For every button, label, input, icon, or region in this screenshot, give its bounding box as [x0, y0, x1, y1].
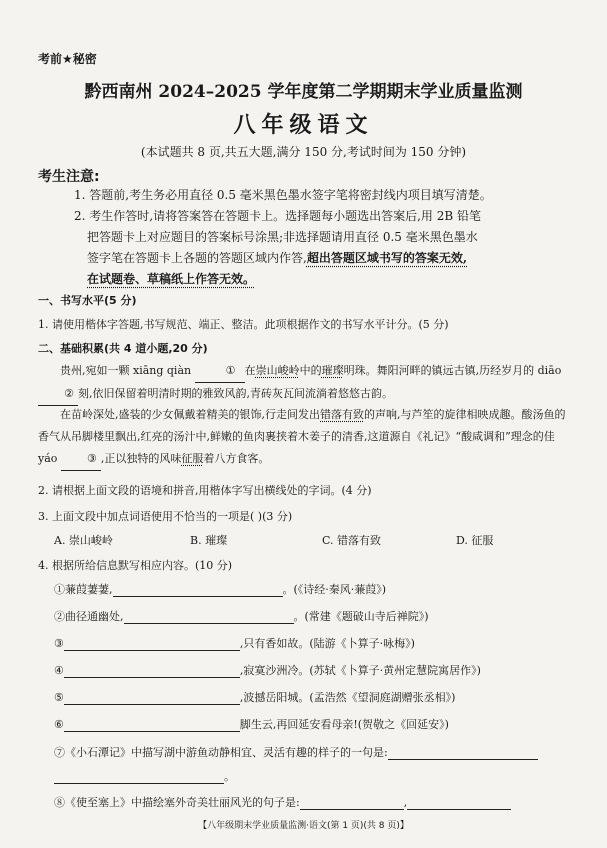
recite-text: ⑤ — [54, 691, 64, 704]
recite-text: ③ — [54, 637, 64, 650]
passage-text: 贵州,宛如一颗 xiāng qiàn — [60, 364, 195, 377]
recite-source: ,波撼岳阳城。(孟浩然《望洞庭湖赠张丞相》) — [239, 691, 456, 704]
notice-title: 考生注意: — [38, 169, 100, 185]
passage-text: 刻,依旧保留着明清时期的雅致风韵,青砖灰瓦间流淌着悠悠古韵。 — [78, 387, 393, 400]
answer-line[interactable] — [64, 692, 240, 705]
notice-item-1: 1. 答题前,考生务必用直径 0.5 毫米黑色墨水签字笔将密封线内项目填写清楚。 — [74, 188, 492, 202]
recite-source: 。(《诗经·秦风·蒹葭》) — [282, 583, 387, 596]
subject-title: 八年级语文 — [233, 113, 374, 138]
passage-text: 映成趣。酸汤鱼的香气从吊脚楼里飘出,红亮的汤汁中,鲜嫩的鱼肉裹挟着木姜子的清香,这道 — [38, 408, 566, 443]
option-c[interactable]: C. 错落有致 — [322, 534, 382, 547]
notice-item-2-cont2 — [74, 248, 559, 269]
section-1-title: 一、书写水平(5 分) — [38, 294, 137, 307]
answer-line[interactable] — [113, 584, 283, 597]
blank-1[interactable]: ① — [195, 360, 245, 383]
passage-text: 岁月的 diāo — [501, 364, 562, 377]
passage-text: 明珠。舞阳河畔的镇远古镇,历经 — [343, 364, 502, 377]
dotted-word: 征服 — [181, 452, 204, 465]
reading-passage — [38, 360, 570, 406]
notice-emphasis: 超出答题区域书写的答案无效, — [306, 251, 468, 265]
answer-line[interactable] — [124, 611, 294, 624]
recite-text: ①蒹葭萋萋, — [54, 583, 113, 596]
notice-text: 签字笔在答题卡上各题的答题区域内作答, — [87, 251, 307, 265]
option-b[interactable]: B. 璀璨 — [190, 534, 228, 547]
passage-text: 着八方食客。 — [203, 452, 270, 465]
passage-text: ,正以独特的风味 — [100, 452, 182, 465]
dotted-word: 崇山峻岭 — [255, 364, 300, 377]
question-1: 1. 请使用楷体字答题,书写规范、端正、整洁。此项根据作文的书写水平计分。(5 分) — [38, 318, 449, 331]
recite-source: 。(常建《题破山寺后禅院》) — [293, 610, 429, 623]
notice-block — [74, 185, 559, 290]
passage-text: 在苗岭深处,盛装的少女佩戴着精美的银饰,行走间发出 — [60, 408, 320, 421]
answer-line[interactable] — [407, 797, 511, 810]
answer-line[interactable] — [300, 797, 404, 810]
confidential-label: 考前★秘密 — [38, 52, 97, 66]
question-3: 3. 上面文段中加点词语使用不恰当的一项是( )(3 分) — [38, 510, 293, 523]
recite-sep: , — [403, 796, 408, 809]
blank-2[interactable]: ② — [38, 383, 78, 406]
passage-text: 的声响,与芦笙的旋律相 — [364, 408, 478, 421]
option-d[interactable]: D. 征服 — [456, 534, 494, 547]
blank-3[interactable]: ③ — [61, 448, 101, 471]
notice-emphasis-2: 在试题卷、草稿纸上作答无效。 — [87, 272, 256, 286]
recite-text: ④ — [54, 664, 64, 677]
answer-line[interactable] — [388, 747, 538, 760]
answer-line[interactable] — [64, 719, 240, 732]
reading-passage-2 — [38, 404, 570, 471]
answer-line[interactable] — [54, 771, 224, 784]
notice-item-2-cont3 — [74, 269, 559, 290]
exam-info: (本试题共 8 页,共五大题,满分 150 分,考试时间为 150 分钟) — [140, 145, 467, 159]
passage-text: 中的 — [299, 364, 322, 377]
section-2-title: 二、基础积累(共 4 道小题,20 分) — [38, 342, 208, 355]
recite-item-3 — [54, 635, 415, 651]
recite-text: ②曲径通幽处, — [54, 610, 124, 623]
passage-text: 在 — [244, 364, 256, 377]
recite-item-1 — [54, 581, 386, 597]
recite-source: ,寂寞沙洲冷。(苏轼《卜算子·黄州定慧院寓居作》) — [239, 664, 481, 677]
recite-item-7 — [54, 744, 538, 760]
recite-end: 。 — [224, 770, 235, 783]
notice-item-2: 2. 考生作答时,请将答案答在答题卡上。选择题每小题选出答案后,用 2B 铅笔 — [74, 209, 481, 223]
recite-item-7-cont — [54, 768, 235, 784]
recite-item-2 — [54, 608, 429, 624]
question-2: 2. 请根据上面文段的语境和拼音,用楷体字写出横线处的字词。(4 分) — [38, 484, 372, 497]
dotted-word: 错落有致 — [320, 408, 364, 421]
answer-line[interactable] — [64, 665, 240, 678]
page-footer: 【八年级期末学业质量监测·语文(第 1 页)(共 8 页)】 — [198, 821, 409, 831]
recite-item-5 — [54, 689, 455, 705]
option-a[interactable]: A. 崇山峻岭 — [54, 534, 113, 547]
recite-item-4 — [54, 662, 481, 678]
passage-text: 源自《礼记》“酸咸调和”理念的佳 yáo — [38, 430, 555, 465]
question-4: 4. 根据所给信息默写相应内容。(10 分) — [38, 559, 233, 572]
exam-title: 黔西南州 2024–2025 学年度第二学期期末学业质量监测 — [84, 82, 523, 102]
recite-text: ⑦《小石潭记》中描写湖中游鱼动静相宜、灵活有趣的样子的一句是: — [54, 746, 388, 759]
recite-item-6 — [54, 716, 449, 732]
recite-item-8 — [54, 794, 511, 810]
recite-text: ⑥ — [54, 718, 64, 731]
dotted-word: 璀璨 — [321, 364, 344, 377]
notice-item-2-cont: 把答题卡上对应题目的答案标号涂黑;非选择题请用直径 0.5 毫米黑色墨水 — [87, 230, 478, 244]
recite-text: ⑧《使至塞上》中描绘塞外奇美壮丽风光的句子是: — [54, 796, 300, 809]
recite-source: 脚生云,再回延安看母亲!(贺敬之《回延安》) — [239, 718, 449, 731]
answer-line[interactable] — [64, 638, 240, 651]
recite-source: ,只有香如故。(陆游《卜算子·咏梅》) — [239, 637, 415, 650]
